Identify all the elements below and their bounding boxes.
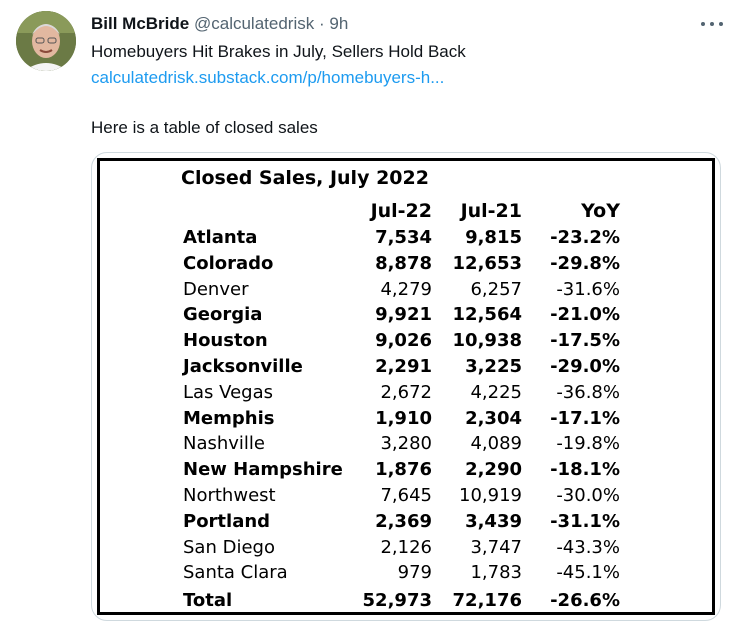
row-jul21: 1,783 xyxy=(470,562,522,584)
tweet-header xyxy=(91,14,348,34)
row-name: Georgia xyxy=(183,304,263,326)
table-row xyxy=(100,485,712,511)
closed-sales-table xyxy=(100,161,712,612)
row-yoy: -43.3% xyxy=(556,536,620,558)
total-jul21: 72,176 xyxy=(452,590,522,611)
row-jul21: 10,919 xyxy=(459,485,522,506)
row-yoy: -31.6% xyxy=(556,278,620,300)
row-name: Portland xyxy=(183,510,271,532)
row-jul22: 2,369 xyxy=(375,510,432,532)
more-dot xyxy=(719,22,723,26)
row-yoy: -17.5% xyxy=(550,330,620,352)
row-jul22: 1,910 xyxy=(375,407,432,429)
author-name[interactable]: Bill McBride xyxy=(91,14,190,33)
row-jul21: 4,089 xyxy=(470,433,522,455)
row-jul21: 12,653 xyxy=(452,252,522,274)
row-name: Memphis xyxy=(183,407,275,429)
row-name: Denver xyxy=(183,278,249,300)
table-row xyxy=(100,330,712,356)
more-dot xyxy=(710,22,714,26)
tweet-text-body: Here is a table of closed sales xyxy=(91,118,318,137)
row-jul21: 9,815 xyxy=(465,227,522,248)
row-jul21: 2,290 xyxy=(465,459,522,481)
row-yoy: -30.0% xyxy=(556,485,620,506)
row-jul22: 9,026 xyxy=(375,330,432,352)
total-jul22: 52,973 xyxy=(362,590,432,611)
row-name: Las Vegas xyxy=(183,381,273,403)
table-row xyxy=(100,356,712,382)
total-label: Total xyxy=(183,590,233,611)
row-name: Nashville xyxy=(183,433,266,455)
table-row xyxy=(100,382,712,408)
table-row xyxy=(100,433,712,459)
row-name: Northwest xyxy=(183,485,276,506)
total-row xyxy=(100,590,712,616)
row-name: Atlanta xyxy=(183,227,258,248)
tweet-media-image[interactable] xyxy=(91,152,721,621)
row-yoy: -19.8% xyxy=(556,433,620,455)
table-row xyxy=(100,459,712,485)
row-jul22: 2,672 xyxy=(380,381,432,403)
row-yoy: -23.2% xyxy=(550,227,620,248)
row-name: San Diego xyxy=(183,536,275,558)
table-row xyxy=(100,408,712,434)
row-jul21: 10,938 xyxy=(452,330,522,352)
header-yoy: YoY xyxy=(581,200,620,222)
row-jul21: 3,439 xyxy=(465,510,522,532)
tweet-link[interactable]: calculatedrisk.substack.com/p/homebuyers-h... xyxy=(91,68,445,87)
row-jul22: 7,534 xyxy=(375,227,432,248)
row-jul22: 979 xyxy=(397,562,432,584)
row-jul22: 4,279 xyxy=(380,278,432,300)
table-title: Closed Sales, July 2022 xyxy=(181,167,429,189)
header-jul21: Jul-21 xyxy=(460,200,522,222)
row-name: New Hampshire xyxy=(183,459,343,481)
row-jul22: 1,876 xyxy=(375,459,432,481)
row-jul22: 2,126 xyxy=(380,536,432,558)
table-row xyxy=(100,279,712,305)
table-row xyxy=(100,253,712,279)
row-name: Jacksonville xyxy=(183,356,303,377)
row-jul21: 6,257 xyxy=(470,278,522,300)
table-row xyxy=(100,227,712,253)
row-jul21: 3,225 xyxy=(465,356,522,377)
row-name: Houston xyxy=(183,330,268,352)
row-jul21: 4,225 xyxy=(470,381,522,403)
row-yoy: -18.1% xyxy=(550,459,620,481)
tweet-timestamp[interactable]: 9h xyxy=(329,14,349,33)
row-name: Santa Clara xyxy=(183,562,288,584)
row-jul22: 8,878 xyxy=(375,252,432,274)
row-yoy: -45.1% xyxy=(556,562,620,584)
total-yoy: -26.6% xyxy=(550,590,620,611)
avatar[interactable] xyxy=(16,11,76,71)
header-jul22: Jul-22 xyxy=(370,200,432,222)
separator-dot: · xyxy=(318,14,325,33)
row-yoy: -17.1% xyxy=(550,407,620,429)
row-name: Colorado xyxy=(183,252,274,274)
row-jul21: 2,304 xyxy=(465,407,522,429)
row-jul22: 3,280 xyxy=(380,433,432,455)
row-jul22: 9,921 xyxy=(375,304,432,326)
avatar-image xyxy=(16,11,76,71)
row-yoy: -29.8% xyxy=(550,252,620,274)
row-yoy: -21.0% xyxy=(550,304,620,326)
row-jul21: 12,564 xyxy=(452,304,522,326)
table-row xyxy=(100,511,712,537)
tweet-text-title: Homebuyers Hit Brakes in July, Sellers Hold Back xyxy=(91,42,466,61)
table-row xyxy=(100,537,712,563)
author-handle[interactable]: @calculatedrisk xyxy=(193,14,315,33)
row-jul22: 7,645 xyxy=(380,485,432,506)
row-yoy: -29.0% xyxy=(550,356,620,377)
more-dot xyxy=(701,22,705,26)
table-row xyxy=(100,304,712,330)
table-image-frame xyxy=(97,158,715,615)
row-jul22: 2,291 xyxy=(375,356,432,377)
table-row xyxy=(100,562,712,588)
row-jul21: 3,747 xyxy=(470,536,522,558)
row-yoy: -36.8% xyxy=(556,381,620,403)
row-yoy: -31.1% xyxy=(550,510,620,532)
more-horizontal-icon[interactable] xyxy=(701,14,723,34)
